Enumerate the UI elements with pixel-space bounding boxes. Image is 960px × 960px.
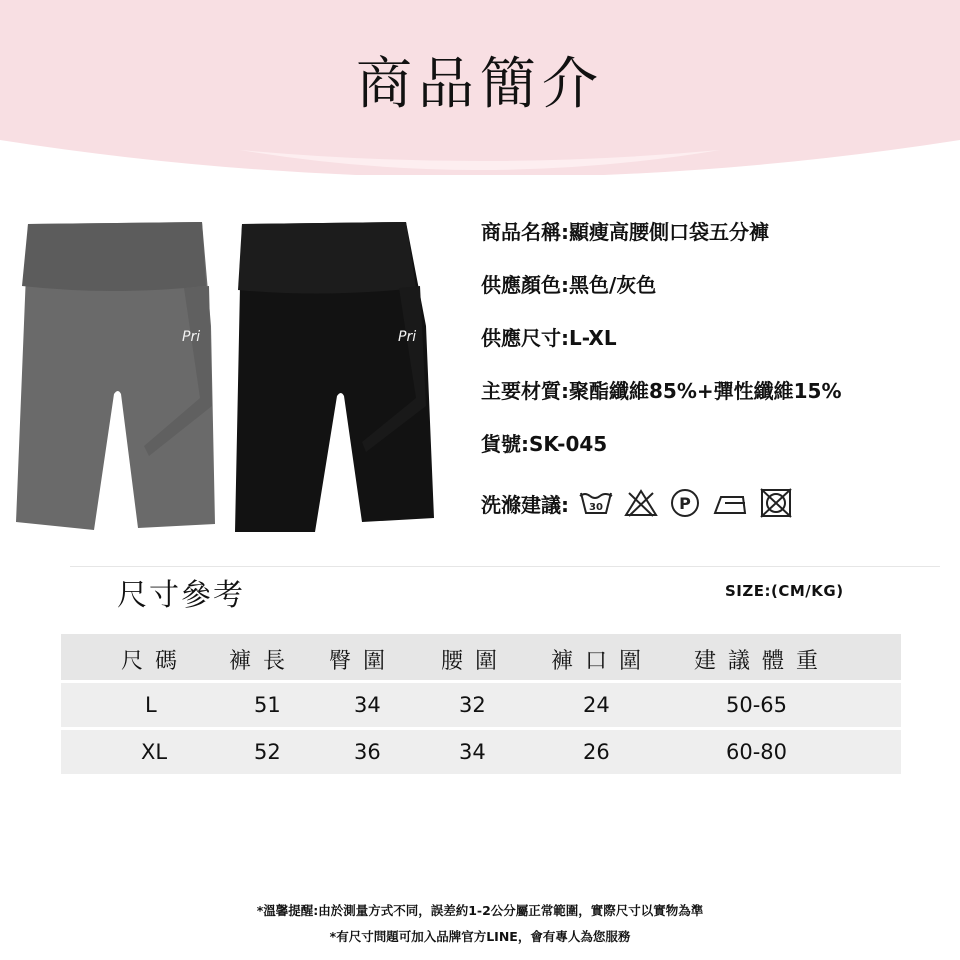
product-info xyxy=(481,218,941,523)
care-instructions xyxy=(481,483,941,523)
cell-waist: 32 xyxy=(459,693,486,717)
size-chart-title: 尺寸參考 xyxy=(117,578,245,613)
no-bleach-icon xyxy=(623,488,659,518)
product-material: 主要材質:聚酯纖維85%+彈性纖維15% xyxy=(481,379,842,403)
size-chart-unit: SIZE:(CM/KG) xyxy=(725,582,844,600)
wash-temp: 30 xyxy=(589,502,603,513)
table-row xyxy=(61,730,901,774)
product-colors: 供應顏色:黑色/灰色 xyxy=(481,273,657,297)
cell-length: 51 xyxy=(254,693,281,717)
cell-waist: 34 xyxy=(459,740,486,764)
cell-hip: 36 xyxy=(354,740,381,764)
note-line-service: *有尺寸問題可加入品牌官方LINE，會有專人為您服務 xyxy=(329,929,631,944)
gray-shorts-image xyxy=(16,222,215,530)
page-title: 商品簡介 xyxy=(356,52,604,117)
wash-30-icon xyxy=(579,489,613,517)
cell-size: XL xyxy=(141,740,168,764)
cell-leg-opening: 24 xyxy=(583,693,610,717)
footer-notes xyxy=(0,898,960,950)
black-shorts-image xyxy=(235,222,434,532)
note-measurement: *溫馨提醒:由於測量方式不同，誤差約1-2公分屬正常範圍，實際尺寸以實物為準 xyxy=(256,903,704,918)
no-tumble-dry-icon xyxy=(759,487,793,519)
size-table-grid xyxy=(61,634,901,774)
header-length: 褲長 xyxy=(229,649,298,674)
cell-length: 52 xyxy=(254,740,281,764)
cell-weight: 50-65 xyxy=(726,693,788,717)
header-leg-opening: 褲口圍 xyxy=(551,649,654,674)
cell-leg-opening: 26 xyxy=(583,740,610,764)
dryclean-letter: P xyxy=(679,494,691,513)
cell-size: L xyxy=(145,693,157,717)
header-hip: 臀圍 xyxy=(329,649,398,674)
section-divider xyxy=(70,566,940,567)
cell-weight: 60-80 xyxy=(726,740,788,764)
header-size: 尺碼 xyxy=(121,649,190,674)
table-header xyxy=(61,634,901,680)
header-weight: 建議體重 xyxy=(694,649,831,674)
dry-clean-p-icon xyxy=(669,487,701,519)
cell-hip: 34 xyxy=(354,693,381,717)
product-image xyxy=(14,216,444,536)
svg-text:Pri: Pri xyxy=(398,329,417,345)
iron-icon xyxy=(711,489,749,517)
product-name: 商品名稱:顯瘦高腰側口袋五分褲 xyxy=(481,220,769,244)
care-label: 洗滌建議: xyxy=(481,492,569,517)
table-row xyxy=(61,683,901,727)
product-sku: 貨號:SK-045 xyxy=(481,432,608,456)
product-sizes: 供應尺寸:L-XL xyxy=(481,326,617,350)
header-waist: 腰圍 xyxy=(441,649,510,674)
svg-text:Pri: Pri xyxy=(182,329,201,345)
